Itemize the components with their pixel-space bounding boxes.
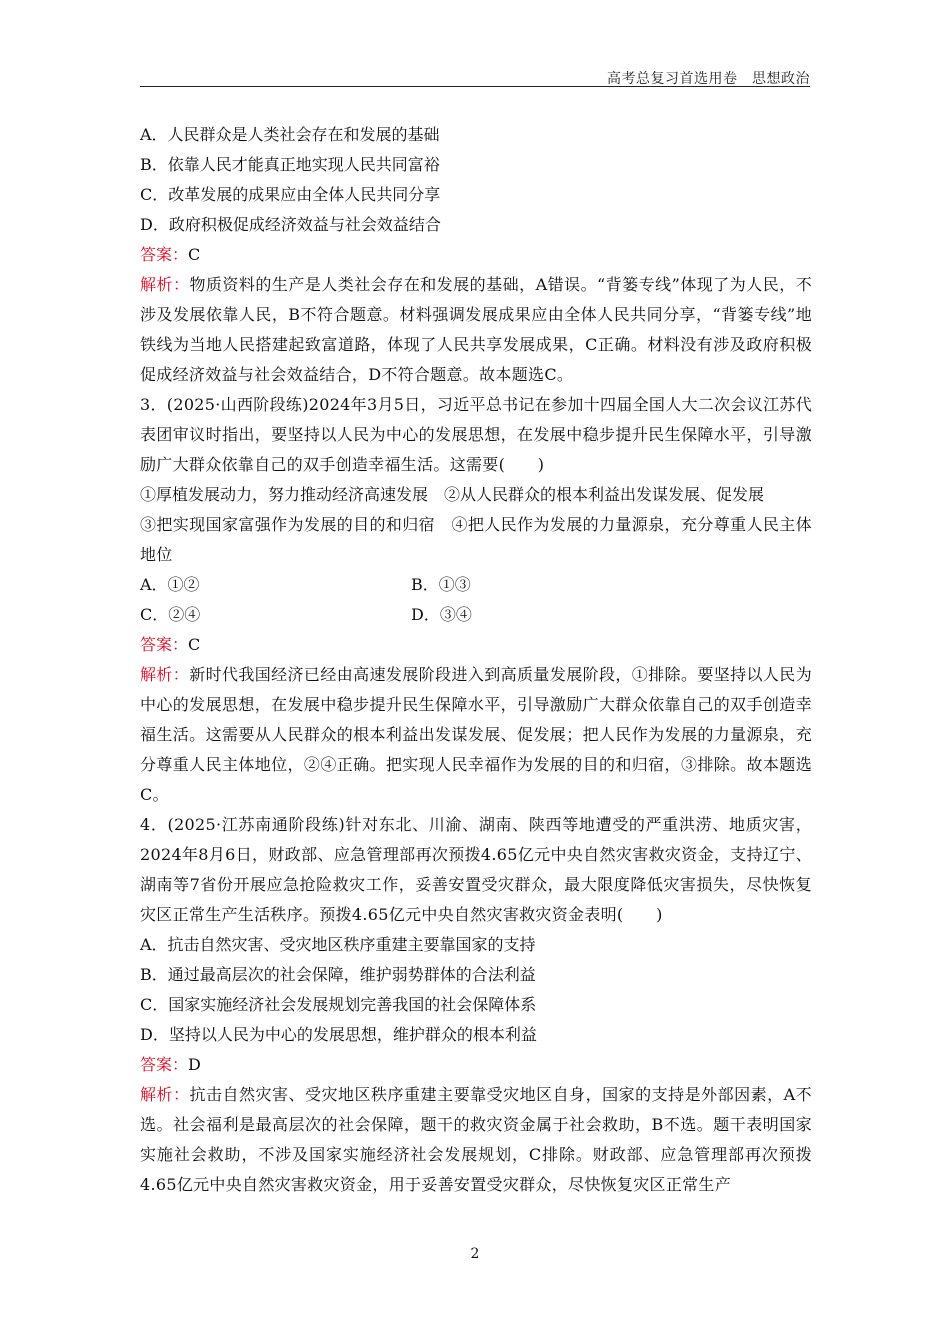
q4-option-b: B．通过最高层次的社会保障，维护弱势群体的合法利益: [140, 965, 536, 984]
q3-options-row-1: [140, 570, 812, 600]
q3-options-row-2: [140, 600, 812, 630]
q3-statements-2: ③把实现国家富强作为发展的目的和归宿 ④把人民作为发展的力量源泉，充分尊重人民主体地位: [140, 515, 812, 564]
answer-label: 答案：: [140, 245, 189, 264]
page-content: [140, 120, 812, 1200]
answer-value: D: [188, 1055, 201, 1074]
header-rule: [140, 86, 810, 87]
page-number: 2: [470, 1246, 480, 1262]
analysis-text: 物质资料的生产是人类社会存在和发展的基础，A错误。“背篓专线”体现了为人民，不涉及发展依靠人民，B不符合题意。材料强调发展成果应由全体人民共同分享，“背篓专线”地铁线为当地人民搭建起致富道路，体现了人民共享发展成果，C正确。材料没有涉及政府积极促成经济效益与社会效益结合，D不符合题意。故本题选C。: [140, 275, 812, 384]
analysis-label: 解析：: [140, 1085, 190, 1104]
q3-option-d: D．③④: [411, 605, 472, 624]
q4-option-c: C．国家实施经济社会发展规划完善我国的社会保障体系: [140, 995, 537, 1014]
analysis-text: 新时代我国经济已经由高速发展阶段进入到高质量发展阶段，①排除。要坚持以人民为中心的发展思想，在发展中稳步提升民生保障水平，引导激励广大群众依靠自己的双手创造幸福生活。这需要从人民群众的根本利益出发谋发展、促发展；把人民作为发展的力量源泉，充分尊重人民主体地位，②④正确。把实现人民幸福作为发展的目的和归宿，③排除。故本题选C。: [140, 665, 812, 804]
running-header: 高考总复习首选用卷 思想政治: [607, 71, 810, 87]
q3-option-c: C．②④: [140, 605, 201, 624]
q4-stem: 4．(2025·江苏南通阶段练)针对东北、川渝、湖南、陕西等地遭受的严重洪涝、地质灾害，2024年8月6日，财政部、应急管理部再次预拨4.65亿元中央自然灾害救灾资金，支持辽宁、湖南等7省份开展应急抢险救灾工作，妥善安置受灾群众，最大限度降低灾害损失，尽快恢复灾区正常生产生活秩序。预拨4.65亿元中央自然灾害救灾资金表明( ): [140, 815, 812, 924]
answer-label: 答案：: [140, 1055, 189, 1074]
answer-value: C: [188, 635, 201, 654]
q3-stem: 3．(2025·山西阶段练)2024年3月5日，习近平总书记在参加十四届全国人大二次会议江苏代表团审议时指出，要坚持以人民为中心的发展思想，在发展中稳步提升民生保障水平，引导激励广大群众依靠自己的双手创造幸福生活。这需要( ): [140, 395, 812, 474]
q3-option-b: B．①③: [411, 575, 471, 594]
q4-answer: [140, 1050, 812, 1080]
analysis-label: 解析：: [140, 275, 190, 294]
q4-option-d: D．坚持以人民为中心的发展思想，维护群众的根本利益: [140, 1025, 537, 1044]
q2-option-a: A．人民群众是人类社会存在和发展的基础: [140, 125, 440, 144]
q2-analysis: [140, 270, 812, 390]
q3-option-a: A．①②: [140, 575, 200, 594]
q2-answer: [140, 240, 812, 270]
q3-statements-1: ①厚植发展动力，努力推动经济高速发展 ②从人民群众的根本利益出发谋发展、促发展: [140, 485, 765, 504]
q2-option-b: B．依靠人民才能真正地实现人民共同富裕: [140, 155, 440, 174]
analysis-label: 解析：: [140, 665, 190, 684]
q2-option-d: D．政府积极促成经济效益与社会效益结合: [140, 215, 441, 234]
analysis-text: 抗击自然灾害、受灾地区秩序重建主要靠受灾地区自身，国家的支持是外部因素，A不选。社会福利是最高层次的社会保障，题干的救灾资金属于社会救助，B不选。题干表明国家实施社会救助，不涉及国家实施经济社会发展规划，C排除。财政部、应急管理部再次预拨4.65亿元中央自然灾害救灾资金，用于妥善安置受灾群众，尽快恢复灾区正常生产: [140, 1085, 812, 1194]
q2-option-c: C．改革发展的成果应由全体人民共同分享: [140, 185, 441, 204]
q4-analysis: [140, 1080, 812, 1200]
answer-value: C: [188, 245, 201, 264]
answer-label: 答案：: [140, 635, 189, 654]
q4-option-a: A．抗击自然灾害、受灾地区秩序重建主要靠国家的支持: [140, 935, 536, 954]
q3-answer: [140, 630, 812, 660]
q3-analysis: [140, 660, 812, 810]
